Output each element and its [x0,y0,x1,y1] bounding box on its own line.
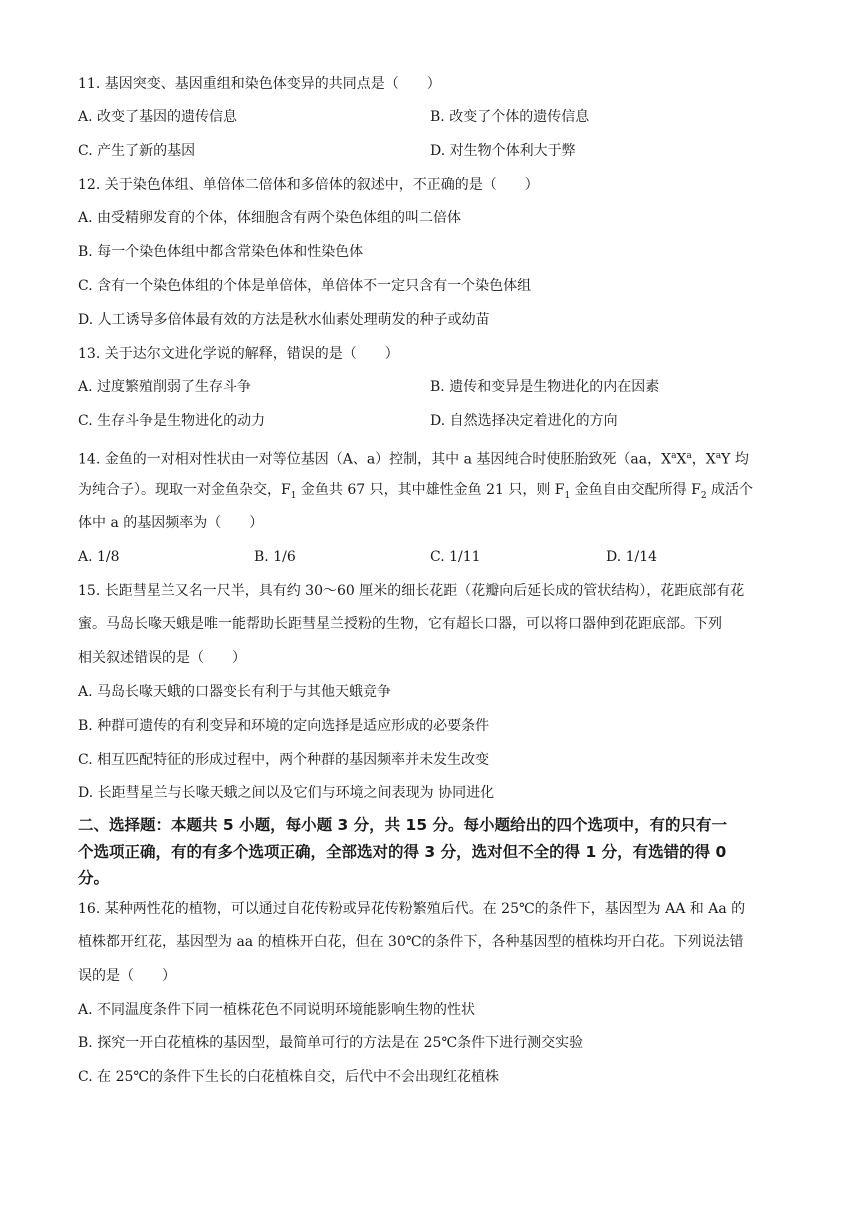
q16-option-b: B. 探究一开白花植株的基因型，最简单可行的方法是在 25℃条件下进行测交实验 [78,1035,584,1051]
question-14-line-3: 体中 a 的基因频率为（ ） [78,515,264,531]
question-14-line-1: 14. 金鱼的一对相对性状由一对等位基因（A、a）控制，其中 a 基因纯合时使胚胎致死（aa，$X^aX^a$，$X^aY$ 均 [78,451,749,468]
q14-option-b: B. 1/6 [254,549,296,565]
question-16-line-3: 误的是（ ） [78,968,176,984]
q15-option-b: B. 种群可遗传的有利变异和环境的定向选择是适应形成的必要条件 [78,718,490,734]
question-11-stem: 11. 基因突变、基因重组和染色体变异的共同点是（ ） [78,76,441,92]
question-13-stem: 13. 关于达尔文进化学说的解释，错误的是（ ） [78,346,399,362]
question-15-line-2: 蜜。马岛长喙天蛾是唯一能帮助长距彗星兰授粉的生物，它有超长口器，可以将口器伸到花距底部。下列 [78,616,722,632]
q15-option-d: D. 长距彗星兰与长喙天蛾之间以及它们与环境之间表现为 协同进化 [78,785,495,801]
q15-option-c: C. 相互匹配特征的形成过程中，两个种群的基因频率并未发生改变 [78,752,490,768]
question-15-line-1: 15. 长距彗星兰又名一尺半，具有约 30～60 厘米的细长花距（花瓣向后延长成的管状结构），花距底部有花 [78,583,745,599]
q12-option-d: D. 人工诱导多倍体最有效的方法是秋水仙素处理萌发的种子或幼苗 [78,312,490,328]
q12-option-a: A. 由受精卵发育的个体，体细胞含有两个染色体组的叫二倍体 [78,210,462,226]
q16-option-a: A. 不同温度条件下同一植株花色不同说明环境能影响生物的性状 [78,1002,476,1018]
question-15-line-3: 相关叙述错误的是（ ） [78,650,246,666]
q14-option-d: D. 1/14 [606,549,658,565]
q13-option-b: B. 遗传和变异是生物进化的内在因素 [430,379,660,395]
q11-option-a: A. 改变了基因的遗传信息 [78,109,238,125]
question-14-line-2: 为纯合子）。现取一对金鱼杂交，$F_1$ 金鱼共 67 只，其中雄性金鱼 21 只，则 $F_1$ 金鱼自由交配所得 $F_2$ 成活个 [78,482,754,501]
q12-option-b: B. 每一个染色体组中都含常染色体和性染色体 [78,244,364,260]
q15-option-a: A. 马岛长喙天蛾的口器变长有利于与其他天蛾竞争 [78,684,392,700]
q11-option-c: C. 产生了新的基因 [78,143,196,159]
question-16-line-1: 16. 某种两性花的植物，可以通过自花传粉或异花传粉繁殖后代。在 25℃的条件下，基因型为 AA 和 Aa 的 [78,901,746,917]
q14-option-a: A. 1/8 [78,549,120,565]
question-12-stem: 12. 关于染色体组、单倍体二倍体和多倍体的叙述中，不正确的是（ ） [78,177,539,193]
question-16-line-2: 植株都开红花，基因型为 aa 的植株开白花，但在 30℃的条件下，各种基因型的植株均开白花。下列说法错 [78,934,744,950]
q12-option-c: C. 含有一个染色体组的个体是单倍体，单倍体不一定只含有一个染色体组 [78,278,532,294]
q11-option-b: B. 改变了个体的遗传信息 [430,109,590,125]
q11-option-d: D. 对生物个体利大于弊 [430,143,576,159]
q13-option-d: D. 自然选择决定着进化的方向 [430,413,618,429]
q14-option-c: C. 1/11 [430,549,481,565]
section-2-heading-line-1: 二、选择题：本题共 5 小题，每小题 3 分，共 15 分。每小题给出的四个选项中，有的只有一 [78,816,728,834]
q16-option-c: C. 在 25℃的条件下生长的白花植株自交，后代中不会出现红花植株 [78,1069,500,1085]
q13-option-c: C. 生存斗争是生物进化的动力 [78,413,266,429]
section-2-heading-line-3: 分。 [78,869,110,887]
section-2-heading-line-2: 个选项正确，有的有多个选项正确，全部选对的得 3 分，选对但不全的得 1 分，有选错的得 0 [78,843,727,861]
q13-option-a: A. 过度繁殖削弱了生存斗争 [78,379,252,395]
